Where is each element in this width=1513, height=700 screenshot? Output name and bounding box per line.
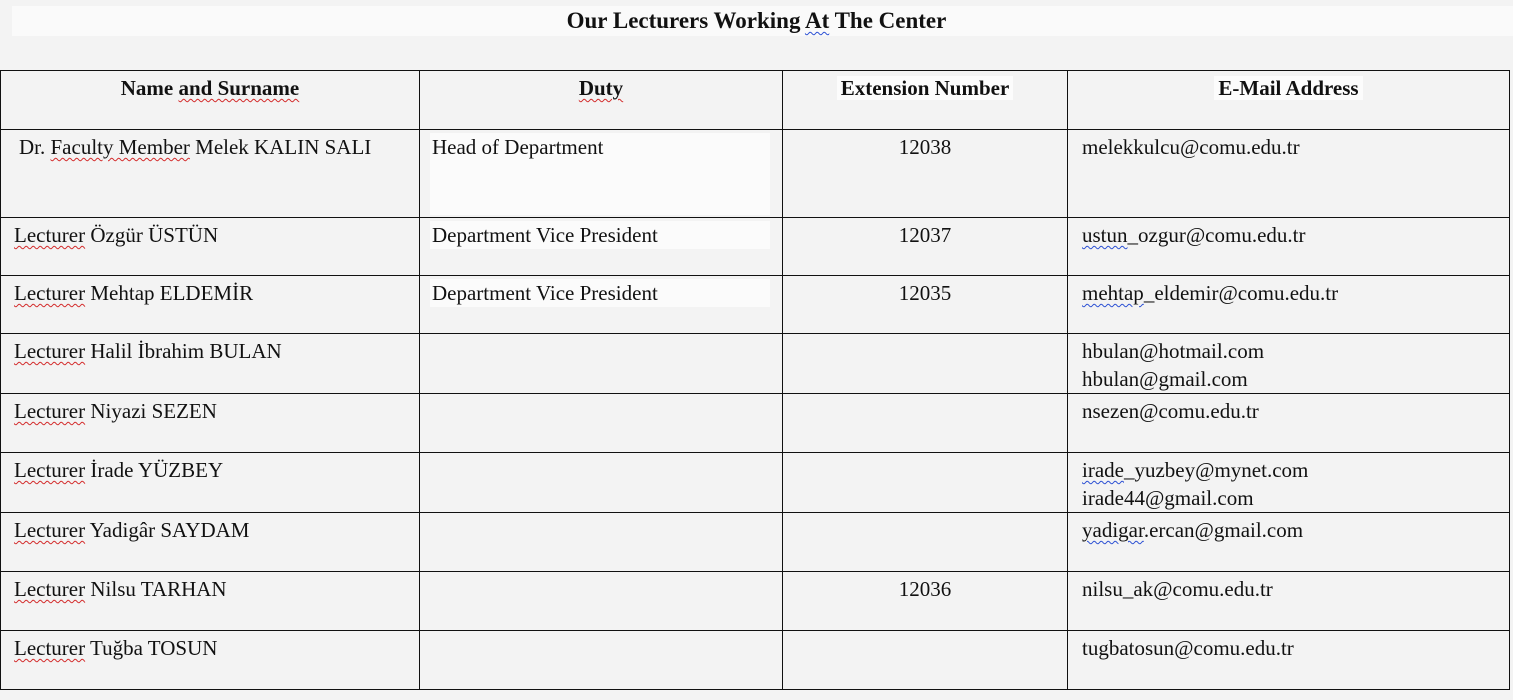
- cell-email: [1068, 218, 1510, 276]
- email-address: melekkulcu@comu.edu.tr: [1082, 135, 1300, 159]
- cell-name: Lecturer Mehtap ELDEMİR: [1, 276, 420, 334]
- table-row: [1, 453, 1510, 513]
- cell-name: Lecturer Niyazi SEZEN: [1, 394, 420, 453]
- cell-email: [1068, 276, 1510, 334]
- cell-duty: [420, 572, 783, 631]
- cell-email: [1068, 453, 1510, 513]
- table-row: [1, 394, 1510, 453]
- header-extension: Extension Number: [783, 71, 1068, 130]
- lecturers-table: [0, 70, 1510, 690]
- email-address: mehtap_eldemir@comu.edu.tr: [1082, 281, 1339, 305]
- cell-duty: Department Vice President: [420, 276, 783, 334]
- cell-extension: 12038: [783, 130, 1068, 218]
- table-row: [1, 276, 1510, 334]
- cell-duty: [420, 453, 783, 513]
- header-row: [1, 71, 1510, 130]
- cell-name: Lecturer Özgür ÜSTÜN: [1, 218, 420, 276]
- cell-duty: [420, 394, 783, 453]
- cell-duty: [420, 513, 783, 572]
- page-title: Our Lecturers Working At The Center: [566, 8, 947, 33]
- email-address: tugbatosun@comu.edu.tr: [1082, 636, 1294, 660]
- cell-duty: Department Vice President: [420, 218, 783, 276]
- cell-duty: [420, 334, 783, 394]
- email-address: yadigar.ercan@gmail.com: [1082, 518, 1304, 542]
- cell-extension: 12035: [783, 276, 1068, 334]
- email-address: hbulan@gmail.com: [1082, 367, 1248, 391]
- cell-email: [1068, 631, 1510, 690]
- cell-email: [1068, 394, 1510, 453]
- cell-extension: 12037: [783, 218, 1068, 276]
- email-address: hbulan@hotmail.com: [1082, 339, 1265, 363]
- cell-extension: [783, 334, 1068, 394]
- email-address: nsezen@comu.edu.tr: [1082, 399, 1259, 423]
- cell-name: Lecturer Halil İbrahim BULAN: [1, 334, 420, 394]
- cell-extension: [783, 453, 1068, 513]
- email-address: irade44@gmail.com: [1082, 486, 1254, 510]
- header-email: E-Mail Address: [1068, 71, 1510, 130]
- cell-duty: [420, 631, 783, 690]
- table-row: [1, 334, 1510, 394]
- cell-extension: [783, 513, 1068, 572]
- cell-duty: Head of Department: [420, 130, 783, 218]
- cell-name: Lecturer Nilsu TARHAN: [1, 572, 420, 631]
- cell-email: [1068, 513, 1510, 572]
- email-address: ustun_ozgur@comu.edu.tr: [1082, 223, 1306, 247]
- cell-name: Lecturer Yadigâr SAYDAM: [1, 513, 420, 572]
- cell-email: [1068, 334, 1510, 394]
- table-row: [1, 631, 1510, 690]
- table-row: [1, 130, 1510, 218]
- cell-name: Lecturer İrade YÜZBEY: [1, 453, 420, 513]
- cell-name: Dr. Faculty Member Melek KALIN SALI: [1, 130, 420, 218]
- cell-extension: [783, 631, 1068, 690]
- table-row: [1, 218, 1510, 276]
- header-name: Name and Surname: [1, 71, 420, 130]
- email-address: nilsu_ak@comu.edu.tr: [1082, 577, 1273, 601]
- cell-email: [1068, 130, 1510, 218]
- header-duty: Duty: [420, 71, 783, 130]
- table-row: [1, 572, 1510, 631]
- cell-name: Lecturer Tuğba TOSUN: [1, 631, 420, 690]
- cell-email: [1068, 572, 1510, 631]
- cell-extension: 12036: [783, 572, 1068, 631]
- email-address: irade_yuzbey@mynet.com: [1082, 458, 1309, 482]
- cell-extension: [783, 394, 1068, 453]
- table-row: [1, 513, 1510, 572]
